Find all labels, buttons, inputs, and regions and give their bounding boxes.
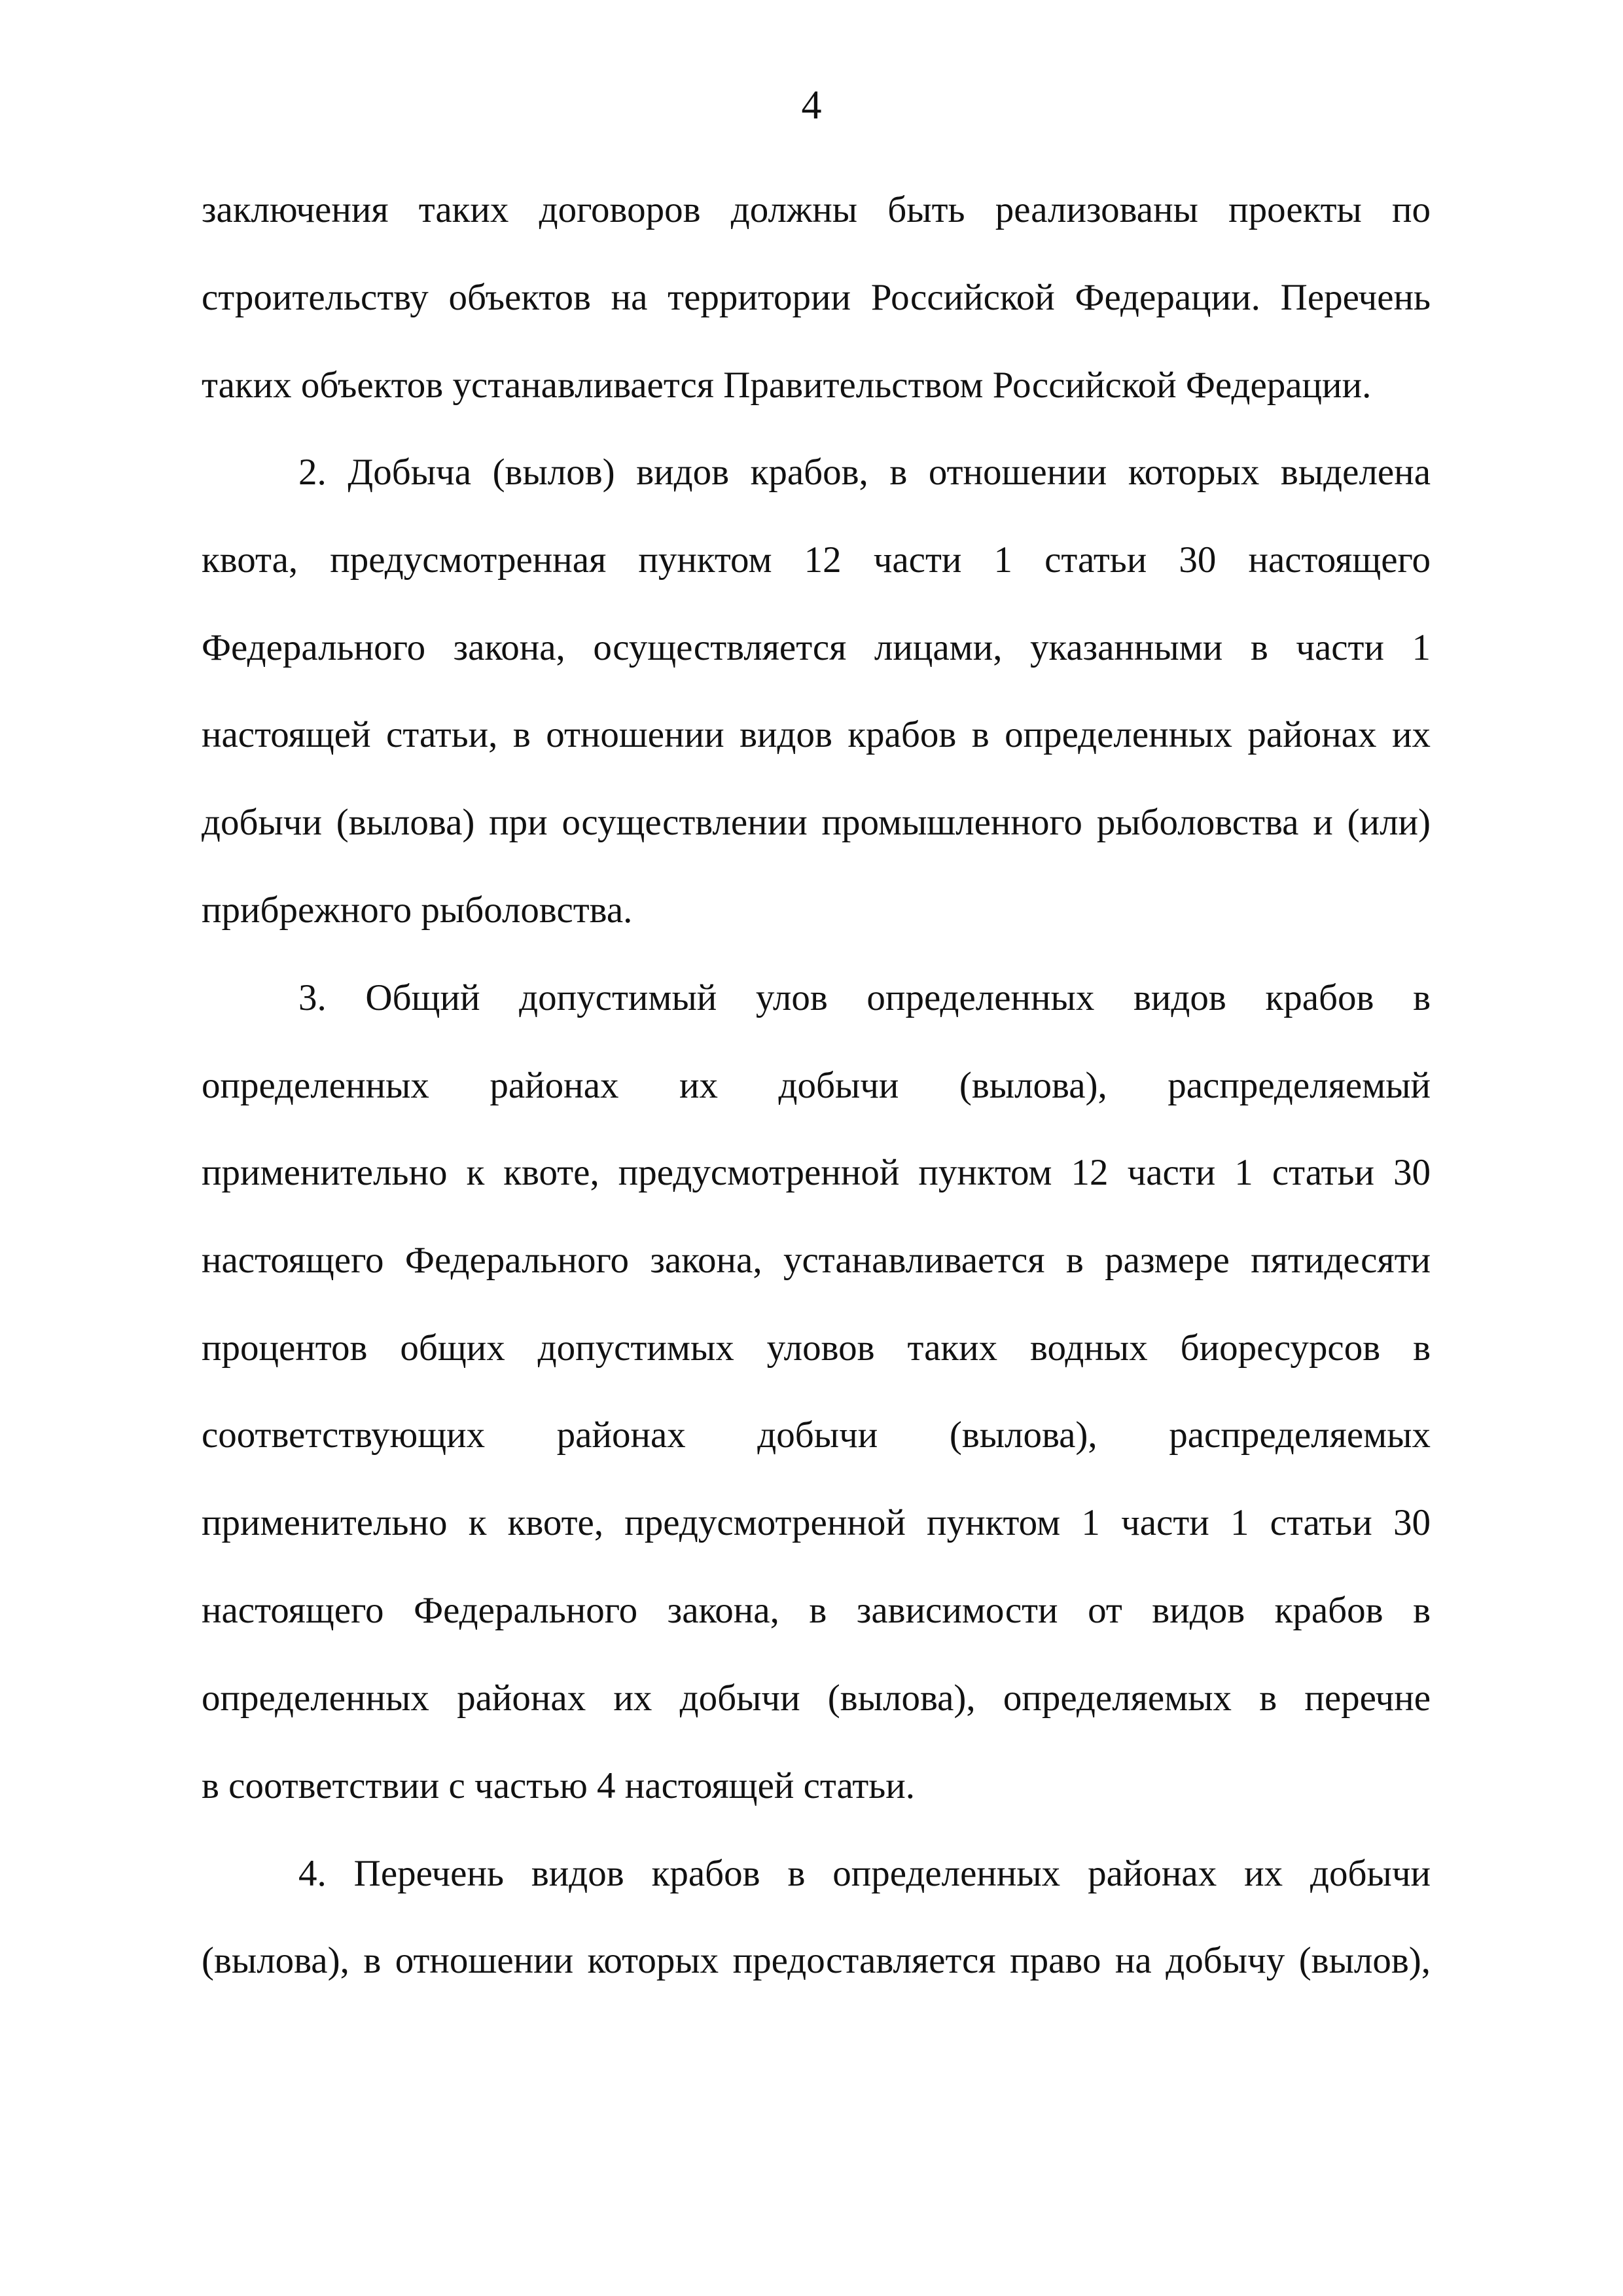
paragraph-3-line-7: применительно к квоте, предусмотренной пунктом 1 части 1 статьи 30 bbox=[202, 1502, 1431, 1543]
paragraph-3-line-4: настоящего Федерального закона, устанавливается в размере пятидесяти bbox=[202, 1240, 1431, 1281]
paragraph-2-line-6: прибрежного рыболовства. bbox=[202, 889, 633, 931]
paragraph-3-line-1: 3. Общий допустимый улов определенных видов крабов в bbox=[298, 977, 1431, 1018]
paragraph-2-line-2: квота, предусмотренная пунктом 12 части 1 статьи 30 настоящего bbox=[202, 539, 1431, 581]
paragraph-3-line-5: процентов общих допустимых уловов таких водных биоресурсов в bbox=[202, 1327, 1431, 1369]
paragraph-3-line-6: соответствующих районах добычи (вылова), распределяемых bbox=[202, 1414, 1431, 1456]
paragraph-3-line-9: определенных районах их добычи (вылова), определяемых в перечне bbox=[202, 1677, 1431, 1719]
paragraph-1-line-1: заключения таких договоров должны быть реализованы проекты по bbox=[202, 189, 1431, 230]
paragraph-3-line-10: в соответствии с частью 4 настоящей статьи. bbox=[202, 1765, 916, 1806]
paragraph-3-line-2: определенных районах их добычи (вылова), распределяемый bbox=[202, 1065, 1431, 1106]
paragraph-4-line-2: (вылова), в отношении которых предоставляется право на добычу (вылов), bbox=[202, 1940, 1431, 1981]
page-number: 4 bbox=[801, 83, 822, 128]
paragraph-2-line-4: настоящей статьи, в отношении видов крабов в определенных районах их bbox=[202, 714, 1431, 755]
paragraph-1-line-3: таких объектов устанавливается Правительством Российской Федерации. bbox=[202, 365, 1372, 406]
paragraph-2-line-5: добычи (вылова) при осуществлении промышленного рыболовства и (или) bbox=[202, 802, 1431, 843]
paragraph-4-line-1: 4. Перечень видов крабов в определенных районах их добычи bbox=[298, 1853, 1431, 1894]
paragraph-1-line-2: строительству объектов на территории Российской Федерации. Перечень bbox=[202, 277, 1431, 318]
paragraph-3-line-8: настоящего Федерального закона, в зависимости от видов крабов в bbox=[202, 1590, 1431, 1631]
paragraph-2-line-1: 2. Добыча (вылов) видов крабов, в отношении которых выделена bbox=[298, 452, 1431, 493]
paragraph-2-line-3: Федерального закона, осуществляется лицами, указанными в части 1 bbox=[202, 627, 1431, 668]
paragraph-3-line-3: применительно к квоте, предусмотренной пунктом 12 части 1 статьи 30 bbox=[202, 1152, 1431, 1193]
